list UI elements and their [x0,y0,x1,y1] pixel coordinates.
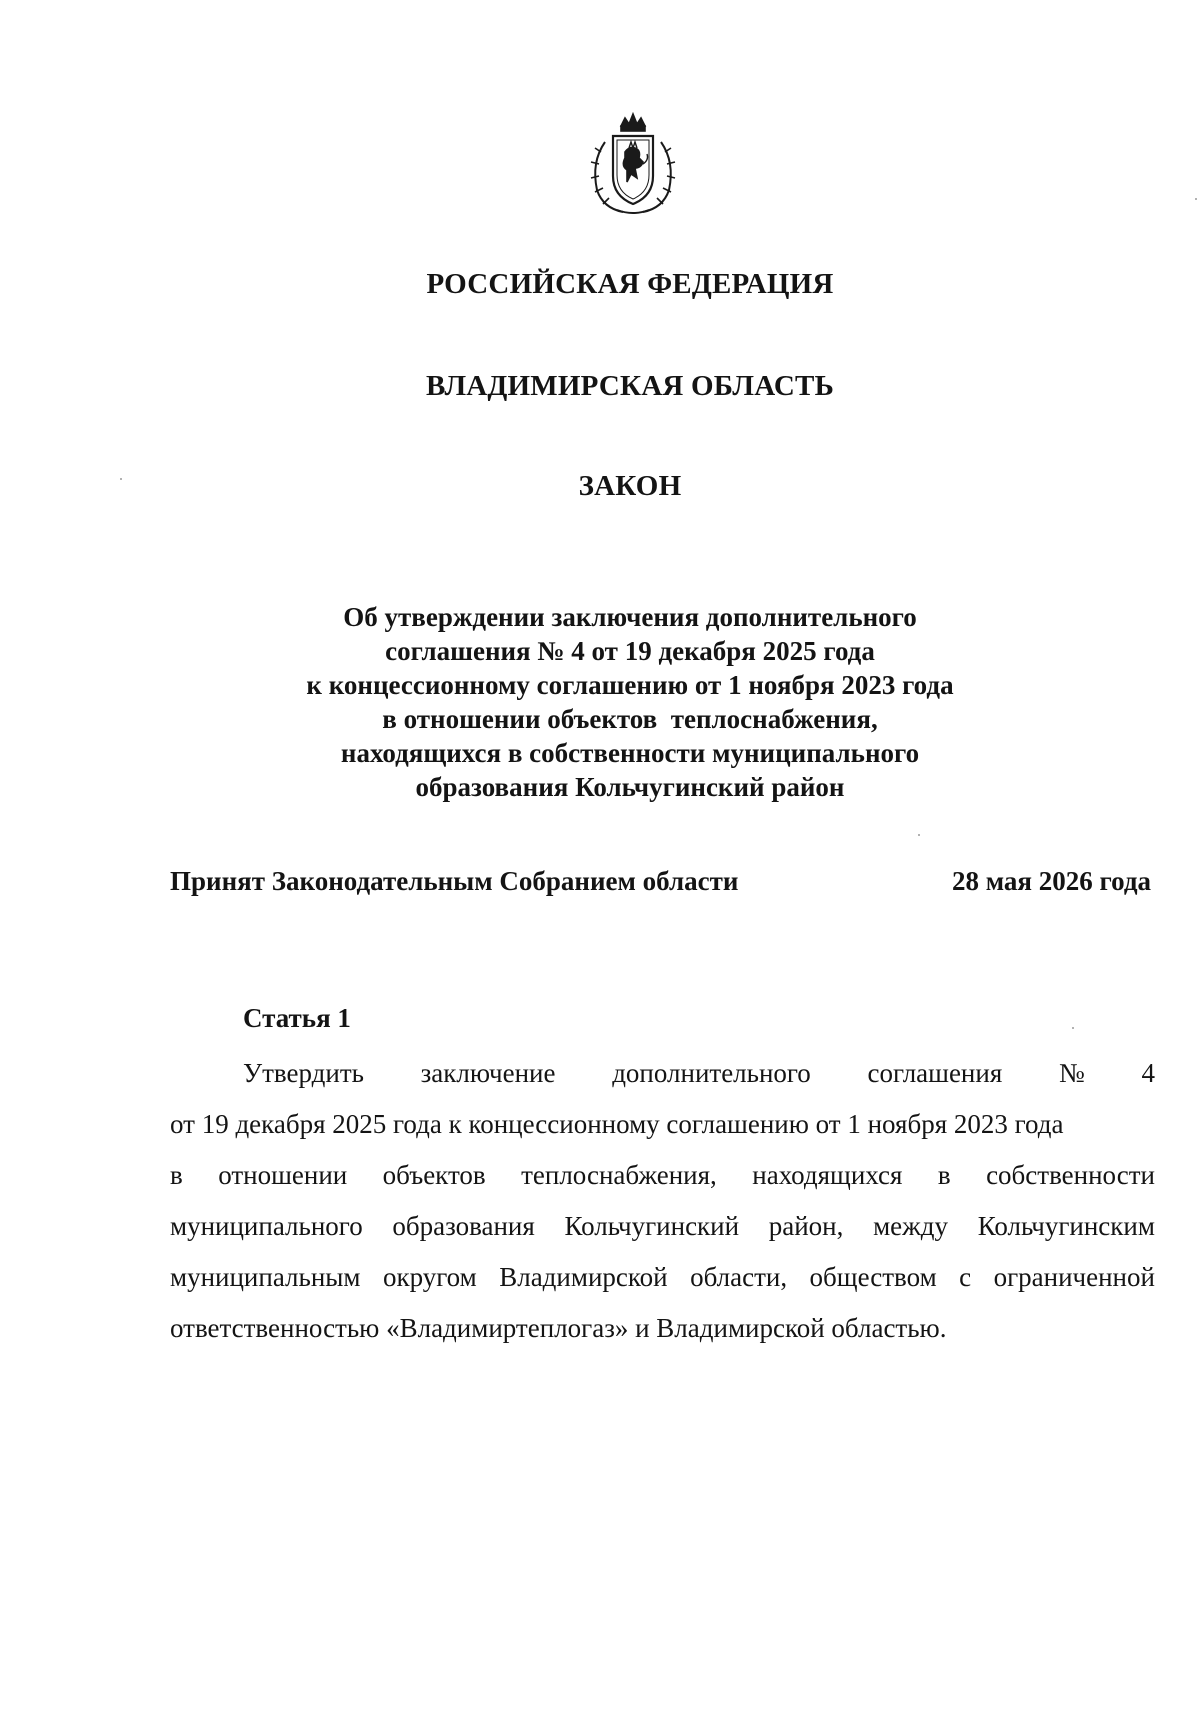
scan-speck [120,478,122,480]
article-line [170,1048,1155,1099]
document-type-heading: ЗАКОН [578,470,682,502]
article-line-text: ответственностью «Владимиртеплогаз» и Владимирской областью. [170,1313,947,1343]
adoption-line [170,866,1151,897]
country-heading: РОССИЙСКАЯ ФЕДЕРАЦИЯ [426,268,834,300]
scan-speck [918,834,920,836]
article-word: находящихся [752,1160,903,1190]
article-word: Кольчугинский [564,1211,740,1241]
article-line [170,1303,1155,1354]
law-title-line: в отношении объектов теплоснабжения, [382,704,878,734]
article-word: соглашения [867,1058,1003,1088]
article-word: отношении [218,1160,348,1190]
article-word: муниципальным [170,1262,361,1292]
article-line [170,1099,1155,1150]
article-word: в [937,1160,951,1190]
article-word: № [1058,1058,1085,1088]
law-title-line: соглашения № 4 от 19 декабря 2025 года [385,636,875,666]
article-word: Владимирской [499,1262,668,1292]
article-title: Статья 1 [243,1003,351,1033]
article-word: между [873,1211,949,1241]
article-word: заключение [420,1058,556,1088]
article-word: район, [768,1211,844,1241]
adoption-label: Принят Законодательным Собранием области [170,866,739,896]
article-line [170,1150,1155,1201]
article-line [170,1201,1155,1252]
scan-speck [1072,1027,1074,1029]
article-word: в [170,1160,183,1190]
article-body [170,1048,1155,1354]
article-word: муниципального [170,1211,363,1241]
article-word: собственности [986,1160,1155,1190]
law-title [0,600,1200,804]
scan-speck [1195,198,1197,200]
article-word: ограниченной [993,1262,1155,1292]
coat-of-arms-icon [583,112,683,220]
article-line [170,1252,1155,1303]
article-line-text: от 19 декабря 2025 года к концессионному соглашению от 1 ноября 2023 года [170,1109,1064,1139]
law-title-line: Об утверждении заключения дополнительного [343,602,917,632]
adoption-date: 28 мая 2026 года [951,866,1151,896]
article-word: области, [690,1262,788,1292]
law-title-line: находящихся в собственности муниципального [340,738,920,768]
article-word: дополнительного [612,1058,811,1088]
law-title-line: образования Кольчугинский район [415,772,845,802]
law-title-line: к концессионному соглашению от 1 ноября 2023 года [306,670,954,700]
article-word: округом [383,1262,477,1292]
article-word: 4 [1141,1058,1155,1088]
article-word: объектов [382,1160,486,1190]
article-word: Утвердить [243,1058,364,1088]
article-word: Кольчугинским [977,1211,1155,1241]
article-word: обществом [809,1262,937,1292]
article-word: с [959,1262,972,1292]
article-word: теплоснабжения, [521,1160,717,1190]
article-word: образования [392,1211,535,1241]
region-heading: ВЛАДИМИРСКАЯ ОБЛАСТЬ [426,370,834,402]
